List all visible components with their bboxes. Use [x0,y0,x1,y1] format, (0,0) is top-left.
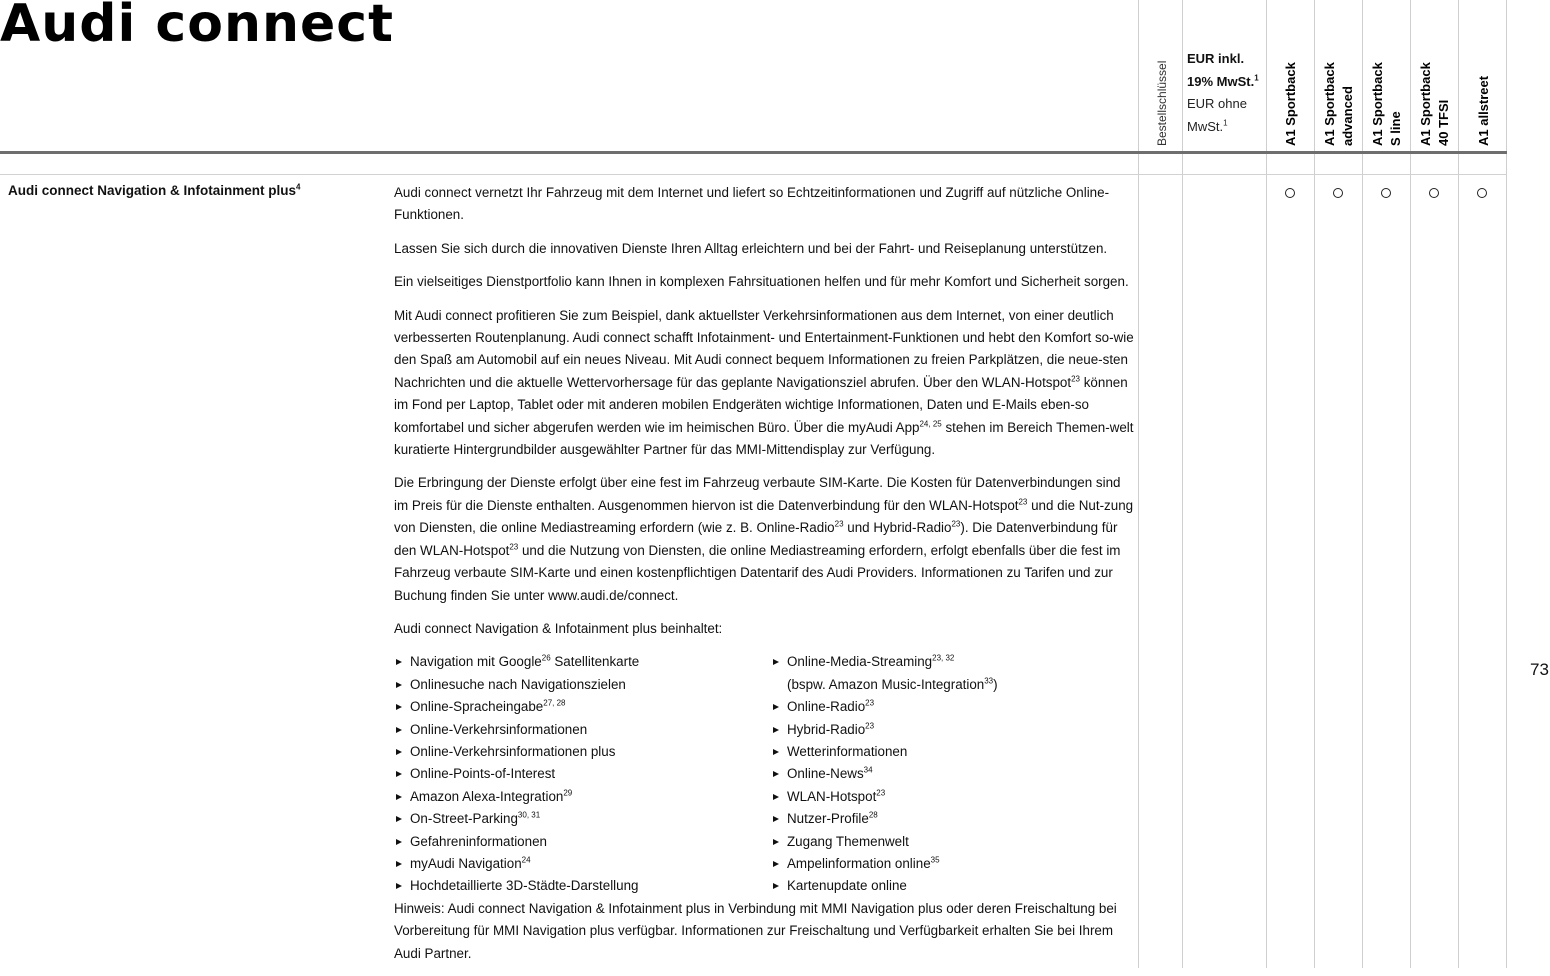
item-text: Amazon Alexa-Integration [410,788,564,804]
price-incl-label-1: EUR inkl. [1187,51,1245,66]
item-text: Online-Spracheingabe [410,699,544,715]
footnote-ref: 29 [563,788,573,798]
footnote-ref: 23 [1071,374,1081,384]
footnote-ref: 23 [509,542,519,552]
item-text: WLAN-Hotspot [787,788,877,804]
optional-circle-icon [1333,188,1343,198]
item-text: (bspw. Amazon Music-Integration [787,676,985,692]
list-item [771,763,998,785]
list-item [394,741,771,763]
optional-circle-icon [1381,188,1391,198]
page-title: Audi connect [0,0,394,54]
list-item [771,853,998,875]
description-paragraph: Audi connect vernetzt Ihr Fahrzeug mit dem Internet und liefert so Echtzeitinformationen und Zugriff auf nützliche Online-Funktionen. [394,185,1110,223]
list-item [394,763,771,785]
list-item [394,875,771,897]
price-incl-label-2: 19% MwSt. [1187,73,1255,89]
item-text: Online-Verkehrsinformationen [410,721,588,737]
hint-text: Hinweis: Audi connect Navigation & Infotainment plus in Verbindung mit MMI Navigation plus oder deren Freischaltung bei Vorbereitung für MMI Navigation plus verfügbar. Informationen zur Freischaltung und Verfügbarkeit erhalten Sie bei Ihrem Audi Partner. [394,900,1117,961]
model-header-a1-sportback-s-line-1: A1 Sportback [1370,62,1385,146]
footnote-ref: 26 [541,653,551,663]
footnote-ref: 23, 32 [932,653,955,663]
text-fragment: und die Nut-zung von Diensten, die online Mediastreaming erfordern (wie z. B. Online-Radio [394,497,1134,536]
feature-description [394,182,1136,976]
footnote-ref: 27, 28 [543,698,566,708]
item-text: Hochdetaillierte 3D-Städte-Darstellung [410,878,639,894]
list-item [771,741,998,763]
footnote-ref: 24 [521,855,531,865]
header-rule [0,151,1507,154]
text-fragment: Mit Audi connect profitieren Sie zum Beispiel, dank aktuellster Verkehrsinformationen aus dem Internet, von einer deutlich verbesserten Routenplanung. Audi connect schafft Infotainment- und Entertainment-Funktionen und hebt den Komfort so-wie den Spaß am Automobil auf ein neues Niveau. Mit Audi connect bequem Informationen zu freien Parkplätzen, die neue-sten Nachrichten und die aktuelle Wettervorhersage für das geplante Navigationsziel abrufen. Über den WLAN-Hotspot [394,307,1134,390]
feature-title-text: Audi connect Navigation & Infotainment plus [8,183,297,198]
item-text: Satellitenkarte [550,654,640,670]
feature-list-right [771,651,998,897]
item-text: Online-Media-Streaming [787,654,933,670]
item-text: Online-Radio [787,699,866,715]
column-divider [1506,0,1507,968]
feature-title-footnote: 4 [296,182,301,192]
text-fragment: stehen im Bereich Themen-welt kuratierte Hintergrundbilder ausgewählter Partner für das MMI-Mittendisplay zur Verfügung. [394,419,1134,458]
text-fragment: und die Nutzung von Diensten, die online Mediastreaming erfordern, erfolgt ebenfalls über die fest im Fahrzeug verbaute SIM-Karte und einen kostenpflichtigen Datentarif des Audi Providers. Informationen zu Tarifen und zur Buchung finden Sie unter www.audi.de/connect. [394,542,1121,603]
footnote-ref: 24, 25 [919,419,942,429]
footnote-ref: 23 [876,788,886,798]
footnote-marker: 1 [1223,118,1228,128]
footnote-ref: 30, 31 [517,810,541,820]
price-excl-label-2: MwSt. [1187,118,1224,134]
column-divider [1362,0,1363,968]
model-header-a1-sportback-advanced-1: A1 Sportback [1322,62,1337,146]
text-fragment: Die Erbringung der Dienste erfolgt über eine fest im Fahrzeug verbaute SIM-Karte. Die Kosten für Datenverbindungen sind im Preis für die Dienste enthalten. Ausgenommen hiervon ist die Datenverbindung für den WLAN-Hotspot [394,475,1121,513]
order-key-header: Bestellschlüssel [1155,60,1169,146]
model-header-a1-allstreet: A1 allstreet [1476,75,1491,146]
list-item [394,808,771,830]
list-item [771,808,998,830]
list-item [771,831,998,853]
column-divider [1314,0,1315,968]
item-text: Online-Verkehrsinformationen plus [410,743,616,759]
item-text: myAudi Navigation [410,855,522,871]
footnote-ref: 34 [863,765,873,775]
price-header [1187,48,1267,138]
text-fragment: ). Die Datenverbindung für den WLAN-Hotspot [394,520,1118,558]
model-header-a1-sportback-s-line-2: S line [1388,111,1403,146]
footnote-ref: 23 [951,519,961,529]
column-divider [1138,0,1139,968]
optional-circle-icon [1429,188,1439,198]
item-text: Zugang Themenwelt [787,833,909,849]
feature-lists [394,651,1136,897]
item-text: Online-News [787,766,864,782]
list-item [771,696,998,718]
item-text: Ampelinformation online [787,855,931,871]
description-paragraph: Lassen Sie sich durch die innovativen Dienste Ihren Alltag erleichtern und bei der Fahrt- und Reiseplanung unterstützen. [394,240,1108,256]
footnote-ref: 23 [834,519,844,529]
price-excl-label-1: EUR ohne [1187,96,1247,111]
list-item [394,853,771,875]
list-item [394,831,771,853]
item-text: ) [993,676,998,692]
item-text: Hybrid-Radio [787,721,866,737]
list-item [771,875,998,897]
model-header-a1-sportback-40tfsi-2: 40 TFSI [1436,99,1451,146]
footnote-ref: 23 [865,721,875,731]
item-text: Gefahreninformationen [410,833,547,849]
footnote-ref: 23 [865,698,875,708]
item-text: On-Street-Parking [410,811,518,827]
text-fragment: können im Fond per Laptop, Tablet oder mit anderen mobilen Endgeräten wichtige Informationen, Daten und E-Mails eben-so komfortabel und sicher abgerufen werden wie im heimischen Büro. Über die myAudi App [394,374,1128,435]
item-text: Online-Points-of-Interest [410,766,556,782]
list-item [394,696,771,718]
item-text: Kartenupdate online [787,878,907,894]
item-text: Nutzer-Profile [787,811,869,827]
column-divider [1266,0,1267,968]
list-item [394,651,771,673]
list-item [771,719,998,741]
optional-circle-icon [1477,188,1487,198]
optional-circle-icon [1285,188,1295,198]
page-number: 73 [1530,660,1549,679]
text-fragment: und Hybrid-Radio [843,520,952,536]
list-item [771,651,998,696]
list-item [394,786,771,808]
feature-title [8,183,300,198]
footnote-ref: 28 [868,810,878,820]
description-paragraph [394,472,1136,606]
column-divider [1182,0,1183,968]
feature-list-left [394,651,771,897]
list-intro: Audi connect Navigation & Infotainment plus beinhaltet: [394,620,723,636]
footnote-marker: 1 [1254,73,1259,83]
column-divider [1458,0,1459,968]
item-text: Onlinesuche nach Navigationszielen [410,676,626,692]
footnote-ref: 35 [930,855,940,865]
column-divider [1410,0,1411,968]
model-header-a1-sportback-40tfsi-1: A1 Sportback [1418,62,1433,146]
list-item [394,674,771,696]
footnote-ref: 33 [984,676,994,686]
model-header-a1-sportback: A1 Sportback [1283,62,1298,146]
model-header-a1-sportback-advanced-2: advanced [1340,86,1355,146]
description-paragraph [394,305,1136,462]
item-text: Navigation mit Google [410,654,542,670]
description-paragraph: Ein vielseitiges Dienstportfolio kann Ihnen in komplexen Fahrsituationen helfen und für mehr Komfort und Sicherheit sorgen. [394,274,1129,290]
item-text: Wetterinformationen [787,743,908,759]
list-item [771,786,998,808]
row-divider [0,174,1507,175]
footnote-ref: 23 [1018,497,1028,507]
list-item [394,719,771,741]
